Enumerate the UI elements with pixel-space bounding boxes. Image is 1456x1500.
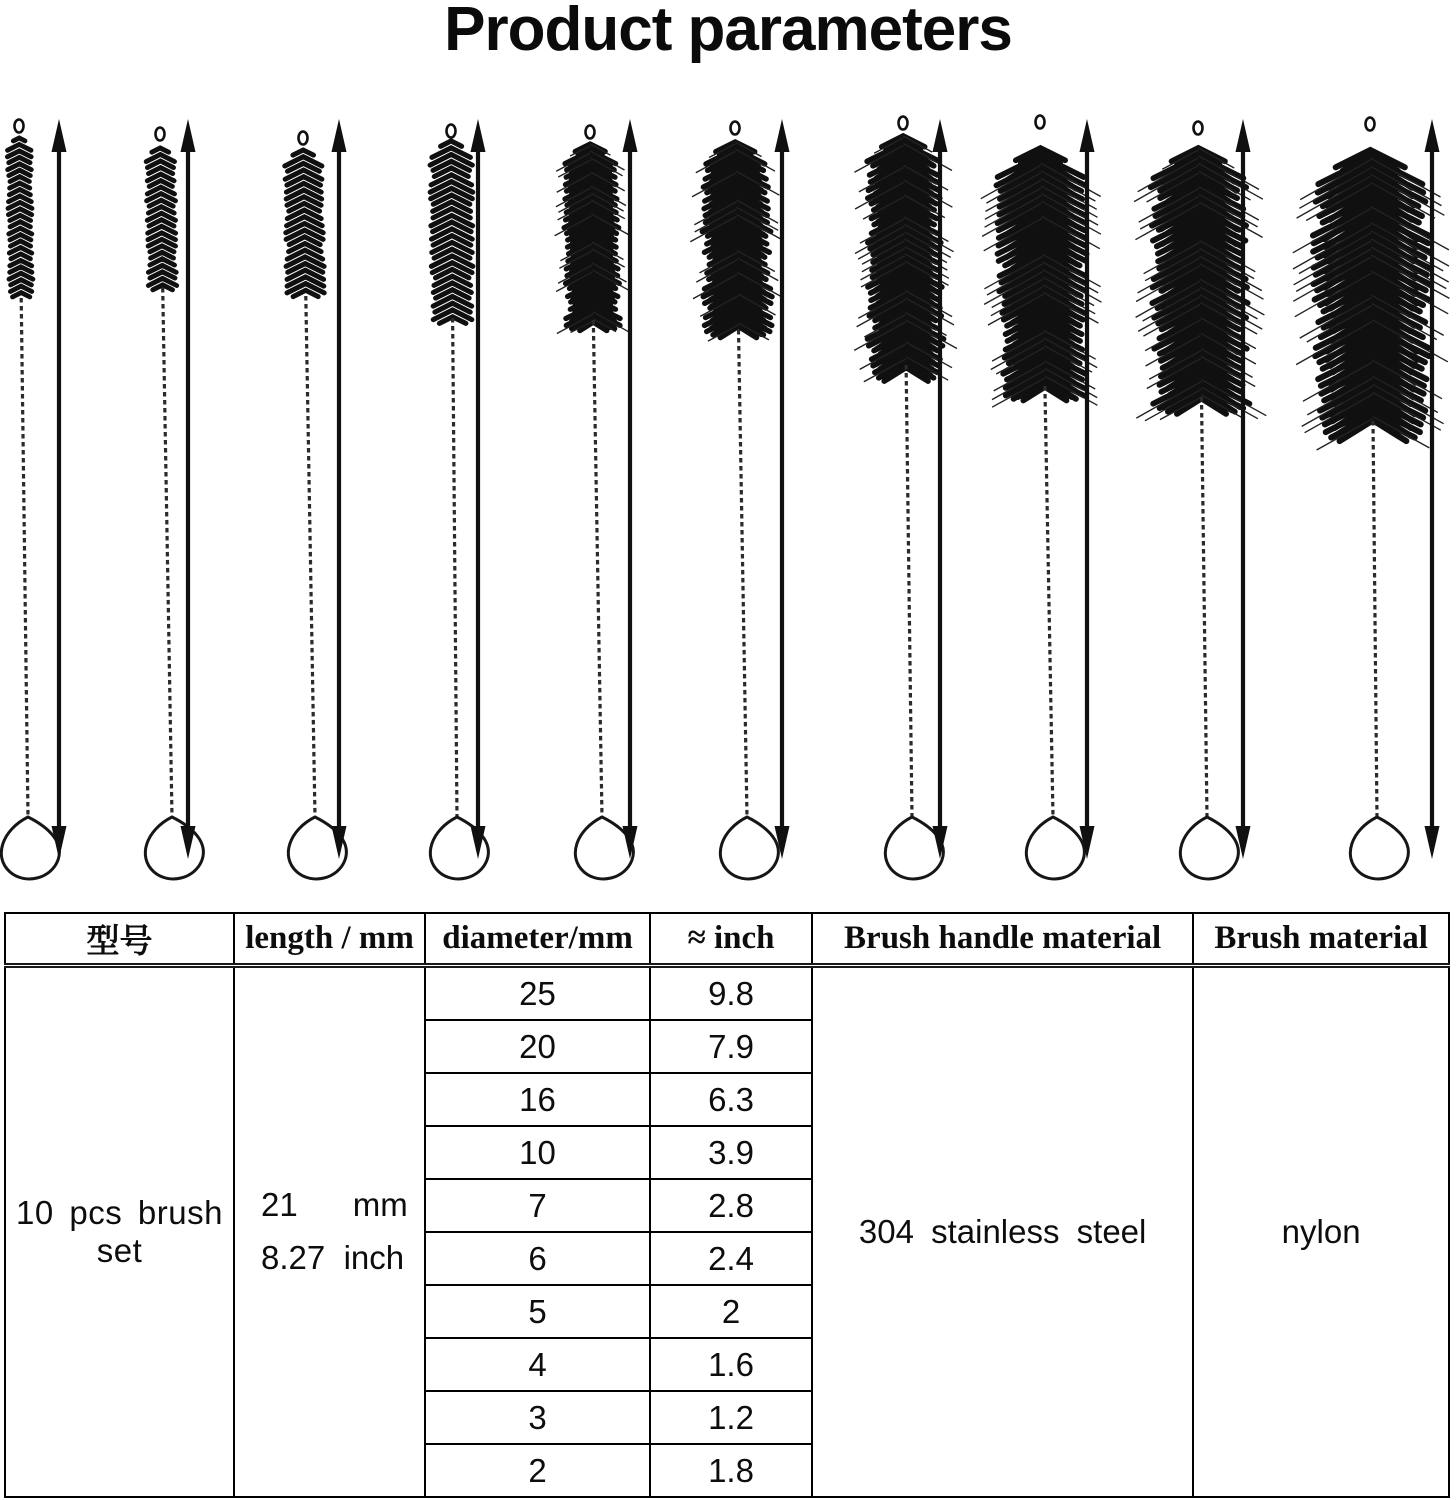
length-arrow xyxy=(332,119,347,859)
inch-cell: 3.9 xyxy=(650,1126,812,1179)
diameter-cell: 2 xyxy=(425,1444,650,1497)
inch-cell: 1.6 xyxy=(650,1338,812,1391)
table-row xyxy=(5,966,1449,1021)
bristle-head xyxy=(7,138,33,297)
length-arrow xyxy=(181,119,196,859)
arrowhead-down-icon xyxy=(181,826,196,859)
twisted-wire-stem xyxy=(163,288,172,817)
brush-3mm xyxy=(145,128,203,879)
brush-material-cell: nylon xyxy=(1193,966,1449,1498)
handle-loop xyxy=(1026,817,1084,879)
length-arrow xyxy=(623,119,638,859)
wire-eye xyxy=(447,125,456,138)
brush-16mm xyxy=(981,116,1102,879)
arrowhead-up-icon xyxy=(332,119,347,152)
wire-eye xyxy=(1194,122,1203,135)
diameter-cell: 3 xyxy=(425,1391,650,1444)
diameter-cell: 16 xyxy=(425,1073,650,1126)
header-brush-material: Brush material xyxy=(1193,913,1449,966)
diameter-cell: 7 xyxy=(425,1179,650,1232)
header-handle-material: Brush handle material xyxy=(812,913,1193,966)
twisted-wire-stem xyxy=(21,298,28,817)
bristle-head xyxy=(146,148,177,290)
header-diameter: diameter/mm xyxy=(425,913,650,966)
diameter-cell: 6 xyxy=(425,1232,650,1285)
diameter-cell: 25 xyxy=(425,966,650,1021)
length-mm-value: 21 mm xyxy=(261,1186,408,1224)
wire-eye xyxy=(156,128,165,141)
handle-loop xyxy=(720,817,778,879)
header-length: length / mm xyxy=(234,913,425,966)
twisted-wire-stem xyxy=(1202,397,1208,817)
inch-cell: 2.8 xyxy=(650,1179,812,1232)
diameter-cell: 5 xyxy=(425,1285,650,1338)
length-arrow xyxy=(52,119,67,859)
brush-2mm xyxy=(1,120,59,879)
arrowhead-up-icon xyxy=(623,119,638,152)
inch-cell: 7.9 xyxy=(650,1020,812,1073)
inch-cell: 9.8 xyxy=(650,966,812,1021)
arrowhead-down-icon xyxy=(52,826,67,859)
wire-eye xyxy=(731,122,740,135)
inch-cell: 1.8 xyxy=(650,1444,812,1497)
length-inch-value: 8.27 inch xyxy=(261,1239,405,1276)
header-row xyxy=(5,913,1449,966)
inch-cell: 2 xyxy=(650,1285,812,1338)
twisted-wire-stem xyxy=(1045,386,1053,817)
page-title: Product parameters xyxy=(444,0,1012,64)
twisted-wire-stem xyxy=(1373,421,1377,817)
twisted-wire-stem xyxy=(593,320,602,817)
wire-eye xyxy=(1036,116,1045,129)
arrowhead-down-icon xyxy=(1425,826,1440,859)
arrowhead-up-icon xyxy=(52,119,67,152)
arrowhead-up-icon xyxy=(1080,119,1095,152)
twisted-wire-stem xyxy=(306,296,315,817)
brush-20mm xyxy=(1134,122,1266,879)
bristle-head xyxy=(430,141,473,323)
inch-cell: 6.3 xyxy=(650,1073,812,1126)
inch-cell: 2.4 xyxy=(650,1232,812,1285)
arrowhead-up-icon xyxy=(1236,119,1251,152)
parameters-table xyxy=(4,912,1450,1498)
wire-eye xyxy=(15,120,24,133)
arrowhead-down-icon xyxy=(623,826,638,859)
diameter-cell: 20 xyxy=(425,1020,650,1073)
brush-6mm xyxy=(555,126,634,879)
wire-eye xyxy=(299,132,308,145)
handle-loop xyxy=(1,817,59,879)
arrowhead-down-icon xyxy=(471,826,486,859)
brush-25mm xyxy=(1293,118,1450,879)
bristle-head xyxy=(285,150,324,297)
length-arrow xyxy=(1425,119,1440,859)
inch-cell: 1.2 xyxy=(650,1391,812,1444)
diameter-cell: 4 xyxy=(425,1338,650,1391)
length-cell xyxy=(234,966,425,1498)
wire-eye xyxy=(586,126,595,139)
handle-loop xyxy=(1180,817,1238,879)
header-model: 型号 xyxy=(5,913,234,966)
wire-eye xyxy=(899,117,908,130)
arrowhead-up-icon xyxy=(1425,119,1440,152)
twisted-wire-stem xyxy=(453,318,457,817)
twisted-wire-stem xyxy=(739,330,748,817)
wire-eye xyxy=(1366,118,1375,131)
arrowhead-up-icon xyxy=(933,119,948,152)
handle-loop xyxy=(1350,817,1408,879)
twisted-wire-stem xyxy=(906,365,912,817)
header-inch: ≈ inch xyxy=(650,913,812,966)
handle-material-cell: 304 stainless steel xyxy=(812,966,1193,1498)
arrowhead-up-icon xyxy=(775,119,790,152)
arrowhead-up-icon xyxy=(181,119,196,152)
arrowhead-down-icon xyxy=(933,826,948,859)
brush-7mm xyxy=(690,122,782,879)
arrowhead-up-icon xyxy=(471,119,486,152)
diameter-cell: 10 xyxy=(425,1126,650,1179)
model-cell: 10 pcs brush set xyxy=(5,966,234,1498)
